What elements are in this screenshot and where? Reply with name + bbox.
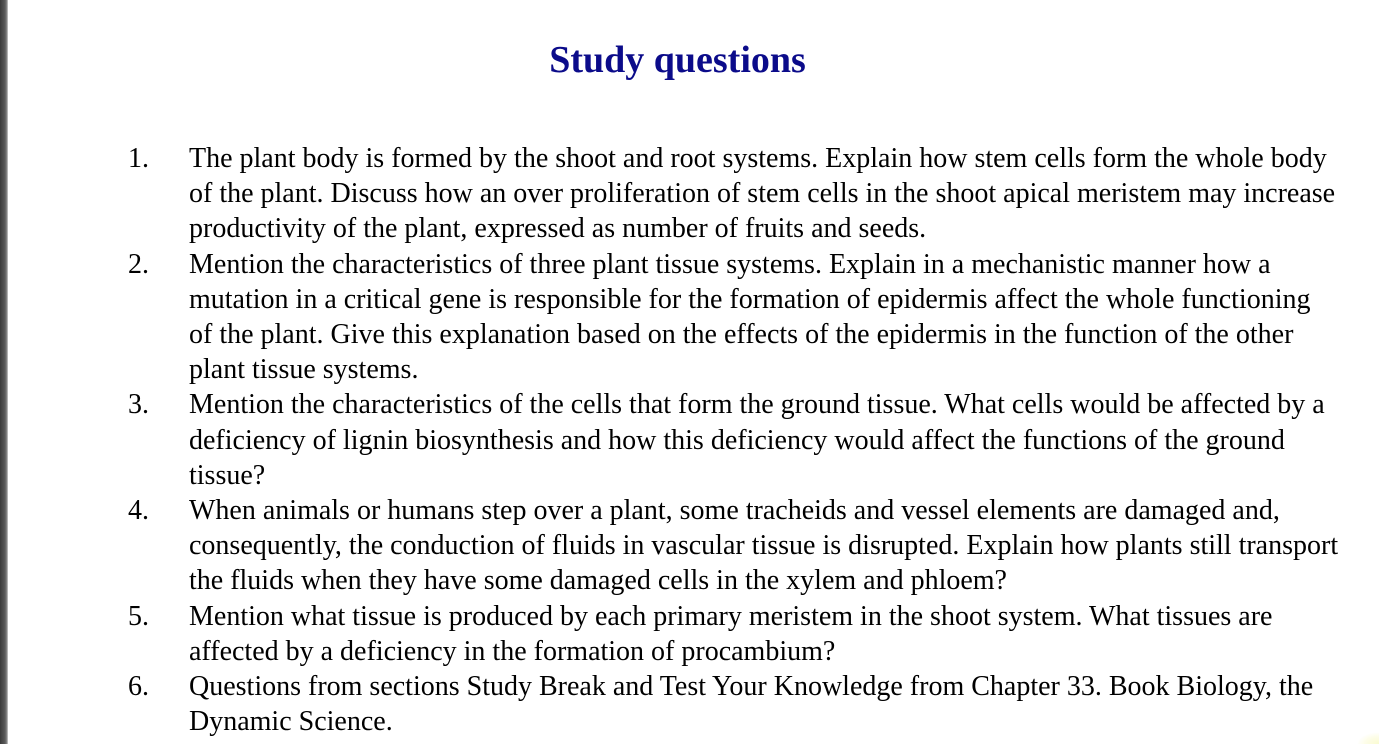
question-text: Mention the characteristics of the cells that form the ground tissue. What cells would be affected by a deficiency of lignin biosynthesis and how this deficiency would affect the functions of the ground tissue? — [189, 389, 1325, 491]
question-text: Mention the characteristics of three plant tissue systems. Explain in a mechanistic manner how a mutation in a critical gene is responsible for the formation of epidermis affect the whole functioning of the plant. Give this explanation based on the effects of the epidermis in the function of the other plant tissue systems. — [189, 248, 1311, 386]
question-number: 3. — [128, 389, 149, 421]
page-title: Study questions — [549, 39, 806, 81]
question-item-2 — [0, 247, 1339, 388]
question-number: 6. — [128, 671, 149, 703]
question-number: 5. — [128, 600, 149, 632]
question-item-1 — [0, 141, 1339, 247]
question-item-5 — [0, 599, 1339, 669]
question-item-4 — [0, 493, 1339, 599]
question-text: When animals or humans step over a plant, some tracheids and vessel elements are damaged and, consequently, the conduction of fluids in vascular tissue is disrupted. Explain how plants still transport the fluids when they have some damaged cells in the xylem and phloem? — [189, 495, 1339, 597]
question-text: Mention what tissue is produced by each primary meristem in the shoot system. What tissues are affected by a deficiency in the formation of procambium? — [189, 600, 1273, 667]
question-text: Questions from sections Study Break and Test Your Knowledge from Chapter 33. Book Biology, the Dynamic Science. — [189, 671, 1314, 738]
question-number: 4. — [128, 495, 149, 527]
question-item-6 — [0, 669, 1339, 739]
corner-highlight-mark — [1357, 732, 1379, 744]
question-number: 1. — [128, 143, 149, 174]
study-question-list — [0, 141, 1339, 739]
question-text: The plant body is formed by the shoot and root systems. Explain how stem cells form the whole body of the plant. Discuss how an over proliferation of stem cells in the shoot apical meristem may increase productivity of the plant, expressed as number of fruits and seeds. — [189, 143, 1336, 245]
question-item-3 — [0, 387, 1339, 493]
question-number: 2. — [128, 248, 149, 280]
